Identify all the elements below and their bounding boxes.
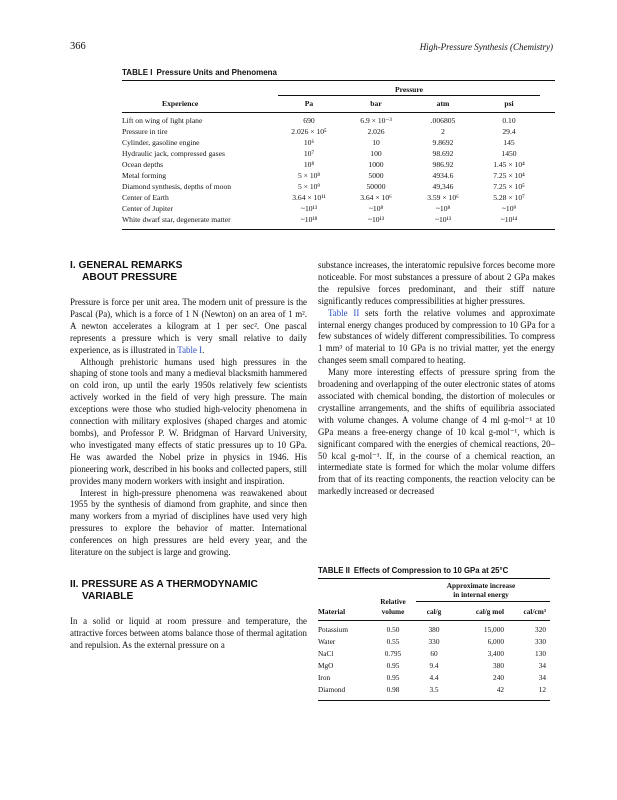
table-cell: 240	[493, 673, 504, 682]
table-cell: 9.4	[429, 661, 439, 670]
table-cell: 10	[372, 138, 380, 147]
table-row	[318, 661, 550, 672]
table-cell: 2.026	[367, 127, 385, 136]
table-cell: 0.795	[384, 649, 402, 658]
table-row	[318, 637, 550, 648]
table-cell: ~10¹³	[434, 215, 452, 224]
table-row	[122, 215, 555, 226]
table-cell: Center of Jupiter	[122, 204, 174, 213]
table-cell: 60	[430, 649, 438, 658]
table-cell: Diamond	[318, 685, 346, 694]
table-row	[122, 204, 555, 215]
right-paragraph: Many more interesting effects of pressure spring from the broadening and overlapping of the outer electronic states of atoms associated with chemical bonding, the distortion of molecules or crystalline arrangements, and the shifts of equilibria associated with volume changes. A volume change of 4 ml g-mol⁻¹ at 10 GPa means a free-energy change of 10 kcal g-mol⁻¹, which is significant compared with the energies of chemical reactions, 20–50 kcal g-mol⁻¹. If, in the course of a chemical reaction, an intermediate state is formed for which the molar volume differs from that of its reacting components, the reaction velocity can be markedly increased or decreased	[318, 367, 555, 497]
section2-title-line1: II. PRESSURE AS A THERMODYNAMIC	[70, 578, 258, 590]
table-cell: 15,000	[483, 625, 504, 634]
table1-caption	[122, 68, 277, 77]
table-cell: 2	[441, 127, 445, 136]
table-cell: 380	[428, 625, 440, 634]
table1-header-row	[122, 99, 555, 110]
table-cell: 10⁶	[303, 138, 315, 147]
table-row	[122, 193, 555, 204]
table-cell: ~10⁸	[368, 204, 384, 213]
table1-group-header: Pressure	[395, 85, 423, 94]
table-cell: Center of Earth	[122, 193, 169, 202]
table2-group-header: Approximate increase	[446, 581, 516, 590]
section1-title-line1: I. GENERAL REMARKS	[70, 260, 183, 271]
table2-caption	[318, 566, 508, 575]
table-cell: 6,000	[487, 637, 504, 646]
table1-header-rule	[122, 112, 555, 113]
section1-paragraph	[70, 297, 307, 357]
table-cell: ~10¹⁸	[300, 215, 318, 224]
table-cell: 9.8692	[432, 138, 454, 147]
table-cell: 0.50	[386, 625, 400, 634]
table2-header: Relative	[380, 597, 406, 606]
table-cell: 0.95	[386, 661, 400, 670]
table-cell: 10⁸	[303, 160, 315, 169]
table-cell: 49,346	[432, 182, 454, 191]
table1-header: bar	[370, 99, 382, 108]
right-p2-text: sets forth the relative volumes and approximate internal energy changes produced by compression to 10 GPa for a few substances of widely different compressibilities. To compress 1 mm³ of material to 10 GPa is no trivial matter, yet the energy changes seem small compared to heating.	[318, 307, 555, 366]
table2-header: cal/g mol	[475, 607, 504, 616]
table2-title: Effects of Compression to 10 GPa at 25°C	[353, 566, 509, 575]
table-cell: 29.4	[502, 127, 516, 136]
table1-header: Pa	[304, 99, 314, 108]
table-cell: 130	[535, 649, 546, 658]
section2-paragraph: In a solid or liquid at room pressure and temperature, the attractive forces between atoms balance those of thermal agitation and repulsion. As the external pressure on a	[70, 615, 307, 650]
running-head: High-Pressure Synthesis (Chemistry)	[419, 42, 553, 52]
table-cell: 7.25 × 10⁴	[493, 171, 525, 180]
table-cell: 5.28 × 10⁷	[493, 193, 525, 202]
table-cell: 4934.6	[432, 171, 454, 180]
table-cell: 34	[538, 661, 546, 670]
table-cell: 98.692	[432, 149, 454, 158]
table-cell: 34	[538, 673, 546, 682]
table1-group-rule	[278, 95, 540, 96]
table2-bottom-rule	[318, 700, 550, 701]
table1-link[interactable]: Table I	[177, 344, 203, 355]
table-cell: Water	[318, 637, 336, 646]
table-cell: 3.64 × 10⁶	[360, 193, 392, 202]
table-cell: ~10⁸	[435, 204, 451, 213]
table1-header: Experience	[162, 99, 199, 108]
table-cell: 7.25 × 10⁵	[493, 182, 525, 191]
left-column	[70, 260, 307, 652]
table2-group-header: in internal energy	[453, 590, 509, 599]
table-cell: 986.92	[432, 160, 454, 169]
table-cell: MgO	[318, 661, 334, 670]
table-cell: Diamond synthesis, depths of moon	[122, 182, 232, 191]
table-row	[122, 127, 555, 138]
table-cell: 5 × 10⁸	[297, 171, 321, 180]
section1-p1-end: .	[202, 344, 205, 355]
table-cell: 1450	[501, 149, 517, 158]
table-cell: 6.9 × 10⁻³	[360, 116, 392, 125]
table-cell: NaCl	[318, 649, 334, 658]
table-cell: 0.10	[502, 116, 516, 125]
table-cell: 100	[370, 149, 382, 158]
table-row	[122, 160, 555, 171]
table2-header: Material	[318, 607, 346, 616]
table1-top-rule	[122, 80, 555, 81]
table-cell: Pressure in tire	[122, 127, 168, 136]
table-row	[122, 149, 555, 160]
table-cell: Potassium	[318, 625, 349, 634]
table-cell: 5 × 10⁹	[297, 182, 321, 191]
table-cell: 50000	[366, 182, 386, 191]
table-row	[318, 673, 550, 684]
table2-header: cal/cm³	[523, 607, 546, 616]
table-cell: 320	[535, 625, 546, 634]
table-cell: 3.64 × 10¹¹	[292, 193, 326, 202]
table2-header: volume	[381, 607, 405, 616]
right-paragraph	[318, 308, 555, 368]
table-cell: 330	[535, 637, 546, 646]
table1-header: psi	[504, 99, 514, 108]
table-cell: 3.59 × 10⁶	[427, 193, 459, 202]
table-cell: 0.55	[386, 637, 400, 646]
table-row	[122, 116, 555, 127]
table-cell: ~10¹³	[367, 215, 385, 224]
table-cell: 3.5	[429, 685, 439, 694]
section2-heading	[70, 579, 307, 603]
table-cell: 0.98	[386, 685, 400, 694]
table-cell: ~10¹³	[300, 204, 318, 213]
table-cell: Metal forming	[122, 171, 167, 180]
table-cell: 3,400	[487, 649, 504, 658]
table-cell: Cylinder, gasoline engine	[122, 138, 200, 147]
table1-header: atm	[436, 99, 450, 108]
table-cell: White dwarf star, degenerate matter	[122, 215, 231, 224]
table-cell: 4.4	[429, 673, 439, 682]
right-paragraph: substance increases, the interatomic repulsive forces become more noticeable. For most substances a pressure of about 2 GPa makes the repulsive forces predominant, and their stiff nature significantly reduces compressibilities at higher pressures.	[318, 260, 555, 306]
section2-title-line2: VARIABLE	[82, 590, 134, 602]
section1-title-line2: ABOUT PRESSURE	[82, 272, 178, 283]
table2-header: cal/g	[426, 607, 442, 616]
table-cell: 380	[493, 661, 504, 670]
table-cell: Iron	[318, 673, 331, 682]
table-cell: Lift on wing of light plane	[122, 116, 203, 125]
page-number: 366	[70, 41, 86, 52]
table2-header-rule	[318, 620, 550, 621]
table2-link[interactable]: Table II	[328, 307, 360, 318]
table-cell: 0.95	[386, 673, 400, 682]
table1-bottom-rule	[122, 229, 555, 230]
table-cell: ~10⁹	[501, 204, 517, 213]
table-cell: 1.45 × 10⁴	[493, 160, 525, 169]
table-cell: 690	[303, 116, 315, 125]
table-cell: ~10¹⁴	[500, 215, 518, 224]
table2-header-row	[318, 607, 550, 618]
section1-heading	[70, 260, 307, 284]
right-column	[318, 260, 555, 498]
table-cell: Hydraulic jack, compressed gases	[122, 149, 225, 158]
table1-title: Pressure Units and Phenomena	[156, 68, 277, 77]
table-row	[122, 182, 555, 193]
table-row	[318, 649, 550, 660]
table-row	[122, 171, 555, 182]
table-cell: Ocean depths	[122, 160, 164, 169]
section1-p1-text: Pressure is force per unit area. The modern unit of pressure is the Pascal (Pa), which is a force of 1 N (Newton) on an area of 1 m². A newton accelerates a kilogram at 1 per sec². One pascal represents a pressure which is very small relative to daily experience, as is illustrated in	[70, 297, 307, 355]
table-cell: 12	[538, 685, 546, 694]
table-row	[318, 625, 550, 636]
table-cell: 1000	[368, 160, 384, 169]
table1-label: TABLE I	[122, 68, 153, 77]
table-cell: 2.026 × 10⁵	[291, 127, 327, 136]
table-cell: 42	[496, 685, 504, 694]
table-cell: 145	[503, 138, 515, 147]
section1-paragraph: Interest in high-pressure phenomena was reawakened about 1955 by the synthesis of diamond from graphite, and since then many workers from a myriad of disciplines have used very high pressures to explore the behavior of matter. International conferences on high pressures are held every year, and the literature on the subject is large and growing.	[70, 487, 307, 558]
table-cell: 330	[428, 637, 440, 646]
table-cell: .006805	[430, 116, 456, 125]
table-row	[122, 138, 555, 149]
table2-label: TABLE II	[318, 566, 350, 575]
table2-top-rule	[318, 578, 550, 579]
section1-paragraph: Although prehistoric humans used high pressures in the shaping of stone tools and many a medieval blacksmith hammered on cold iron, up until the early 1950s relatively few scientists actively worked in the field of very high pressure. The main exceptions were those who studied high-velocity phenomena in connection with military explosives (shaped charges and atomic bombs), and Professor P. W. Bridgman of Harvard University, who investigated many effects of static pressures up to 10 GPa. He was awarded the Nobel prize in physics in 1946. His pioneering work, described in his books and collected papers, still provides many modern workers with insight and inspiration.	[70, 356, 307, 486]
table-cell: 10⁷	[303, 149, 315, 158]
table-cell: 5000	[368, 171, 384, 180]
table-row	[318, 685, 550, 696]
